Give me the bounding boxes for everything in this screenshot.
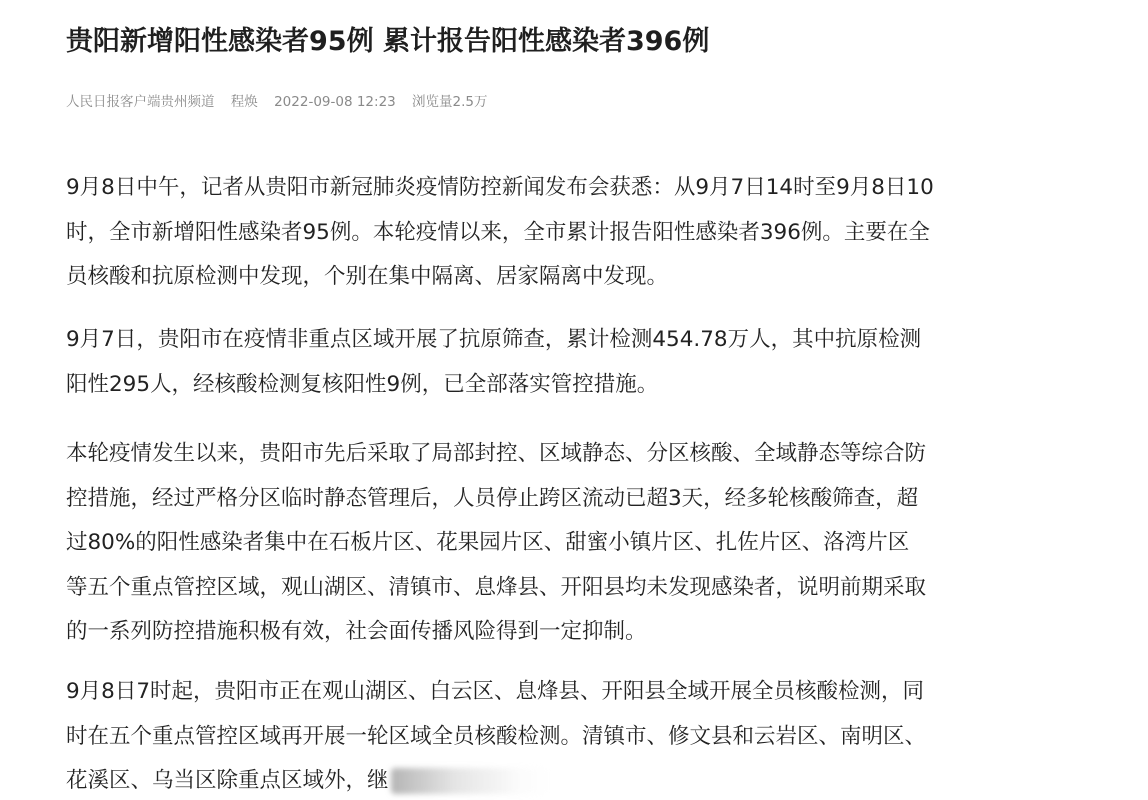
article-views: 浏览量2.5万	[412, 94, 488, 110]
paragraph-line: 等五个重点管控区域，观山湖区、清镇市、息烽县、开阳县均未发现感染者，说明前期采取	[66, 574, 927, 600]
paragraph-line: 本轮疫情发生以来，贵阳市先后采取了局部封控、区域静态、分区核酸、全域静态等综合防	[66, 441, 927, 466]
article-paragraph-1	[66, 166, 1096, 300]
article-paragraph-3	[66, 432, 1096, 655]
paragraph-line: 9月7日，贵阳市在疫情非重点区域开展了抗原筛查，累计检测454.78万人，其中抗原检测	[66, 327, 922, 352]
paragraph-line: 9月8日7时起，贵阳市正在观山湖区、白云区、息烽县、开阳县全域开展全员核酸检测，同	[66, 679, 925, 704]
article-title: 贵阳新增阳性感染者95例 累计报告阳性感染者396例	[66, 26, 710, 57]
article-author: 程焕	[230, 94, 258, 110]
paragraph-line: 阳性295人，经核酸检测复核阳性9例，已全部落实管控措施。	[66, 371, 659, 397]
paragraph-line: 时在五个重点管控区域再开展一轮区域全员核酸检测。清镇市、修文县和云岩区、南明区、	[66, 723, 927, 749]
paragraph-last-line	[66, 759, 1096, 800]
paragraph-line: 的一系列防控措施积极有效，社会面传播风险得到一定抑制。	[66, 619, 647, 644]
blurred-text-overlay	[391, 768, 551, 794]
paragraph-line: 9月8日中午，记者从贵阳市新冠肺炎疫情防控新闻发布会获悉：从9月7日14时至9月8日10	[66, 175, 934, 200]
article-meta	[66, 91, 500, 113]
article-source: 人民日报客户端贵州频道	[66, 94, 215, 110]
article-datetime: 2022-09-08 12:23	[274, 94, 396, 110]
paragraph-line-text: 花溪区、乌当区除重点区域外，继	[66, 768, 389, 793]
paragraph-line: 员核酸和抗原检测中发现，个别在集中隔离、居家隔离中发现。	[66, 264, 669, 289]
article-paragraph-4	[66, 670, 1096, 800]
article-paragraph-2	[66, 318, 1096, 407]
paragraph-line: 过80%的阳性感染者集中在石板片区、花果园片区、甜蜜小镇片区、扎佐片区、洛湾片区	[66, 530, 910, 555]
paragraph-line: 控措施，经过严格分区临时静态管理后，人员停止跨区流动已超3天，经多轮核酸筛查，超	[66, 485, 919, 511]
paragraph-line: 时，全市新增阳性感染者95例。本轮疫情以来，全市累计报告阳性感染者396例。主要在全	[66, 219, 930, 245]
